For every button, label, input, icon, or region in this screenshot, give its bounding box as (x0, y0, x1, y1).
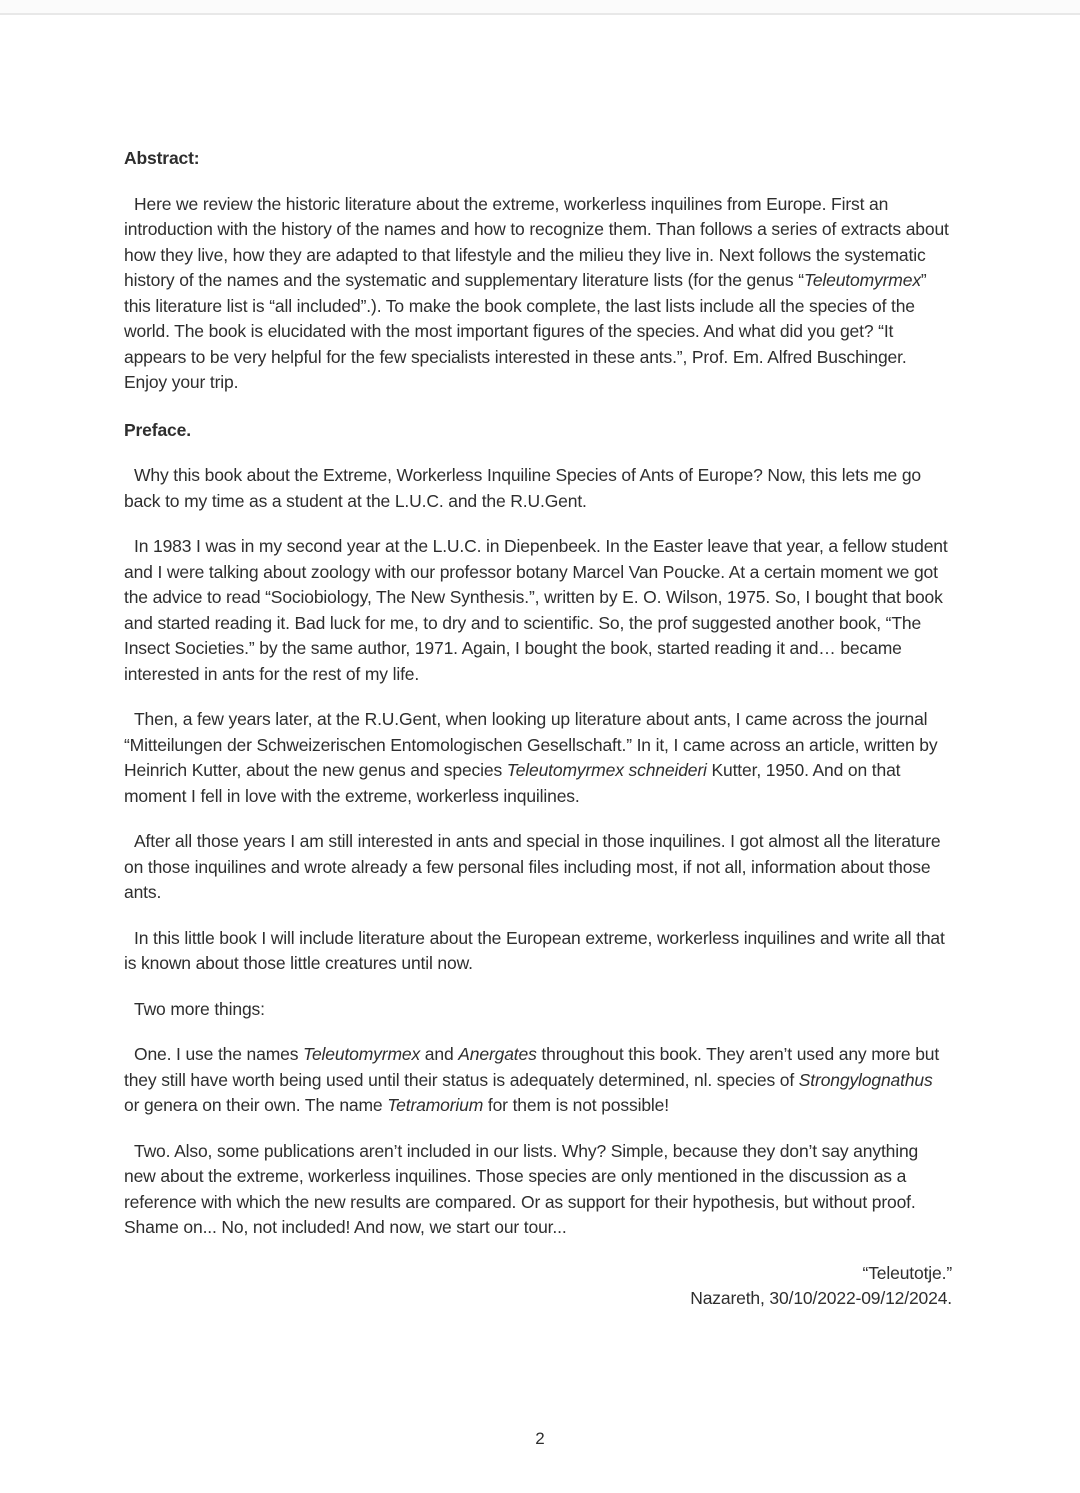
text-run: Then, a few years later, at the R.U.Gent, when looking up literature about ants, I came across the journal “Mitteilungen der Schweizerischen Entomologischen Gesellschaft.” In it, I came across an article, written by Heinrich Kutter, about the new genus and species (124, 709, 938, 780)
text-run: Why this book about the Extreme, Workerless Inquiline Species of Ants of Europe? Now, this lets me go back to my time as a student at the L.U.C. and the R.U.Gent. (124, 465, 922, 511)
preface-heading: Preface. (124, 419, 191, 440)
abstract-heading: Abstract: (124, 148, 200, 168)
text-run: for them is not possible! (483, 1095, 669, 1115)
signature-name: “Teleutotje.” (862, 1262, 952, 1283)
text-run: and (420, 1044, 459, 1064)
text-run: One. I use the names (134, 1044, 304, 1064)
species-name-italic: Strongylognathus (798, 1069, 933, 1090)
preface-paragraph-two (124, 1139, 952, 1241)
page-content (124, 146, 952, 1312)
preface-paragraph-why-this-book (124, 463, 952, 514)
signature-block (124, 1261, 952, 1312)
preface-paragraph-rugent (124, 707, 952, 809)
preface-paragraph-after-years (124, 829, 952, 906)
species-name-italic: Anergates (458, 1044, 537, 1064)
text-run: After all those years I am still interested in ants and special in those inquilines. I got almost all the literature on those inquilines and wrote already a few personal files including most, if not all, information about those ants. (124, 831, 941, 902)
text-run: Kutter, 1950. And on that moment I fell in love with the extreme, workerless inquilines. (124, 760, 901, 806)
page-top-divider (0, 0, 1080, 15)
page-number: 2 (535, 1429, 545, 1448)
preface-paragraph-1983 (124, 534, 952, 687)
text-run: ” this literature list is “all included”.). To make the book complete, the last lists include all the species of the world. The book is elucidated with the most important figures of the species. And what did you get? “It appears to be very helpful for the few specialists interested in these ants.”, Prof. Em. Alfred Buschinger. Enjoy your trip. (124, 270, 927, 392)
preface-paragraph-little-book (124, 926, 952, 977)
text-run: or genera on their own. The name (124, 1095, 388, 1115)
text-run: In 1983 I was in my second year at the L.U.C. in Diepenbeek. In the Easter leave that year, a fellow student and I were talking about zoology with our professor botany Marcel Van Poucke. At a certain moment we got the advice to read “Sociobiology, The New Synthesis.”, written by E. O. Wilson, 1975. So, I bought that book and started reading it. Bad luck for me, to dry and to scientific. So, the prof suggested another book, “The Insect Societies.” by the same author, 1971. Again, I bought the book, started reading it and… became interested in ants for the rest of my life. (124, 536, 948, 684)
species-name-italic: Teleutomyrmex (303, 1044, 421, 1064)
signature-place-date: Nazareth, 30/10/2022-09/12/2024. (690, 1288, 952, 1308)
preface-paragraph-two-more-things (124, 997, 952, 1023)
text-run: Two more things: (134, 998, 265, 1019)
species-name-italic: Tetramorium (387, 1095, 484, 1115)
text-run: Two. Also, some publications aren’t included in our lists. Why? Simple, because they don’t say anything new about the extreme, workerless inquilines. Those species are only mentioned in the discussion as a reference with which the new results are compared. Or as support for their hypothesis, but without proof. Shame on... No, not included! And now, we start our tour... (124, 1140, 919, 1237)
species-name-italic: Teleutomyrmex schneideri (506, 760, 707, 780)
abstract-paragraph (124, 192, 952, 396)
text-run: In this little book I will include literature about the European extreme, workerless inquilines and write all that is known about those little creatures until now. (124, 927, 945, 973)
preface-paragraph-one (124, 1042, 952, 1119)
text-run: Here we review the historic literature about the extreme, workerless inquilines from Europe. First an introduction with the history of the names and how to recognize them. Than follows a series of extracts about how they live, how they are adapted to that lifestyle and the milieu they live in. Next follows the systematic history of the names and the systematic and supplementary literature lists (for the genus “ (124, 193, 949, 290)
text-run: throughout this book. They aren’t used any more but they still have worth being used until their status is adequately determined, nl. species of (124, 1044, 940, 1090)
species-name-italic: Teleutomyrmex (803, 270, 921, 290)
